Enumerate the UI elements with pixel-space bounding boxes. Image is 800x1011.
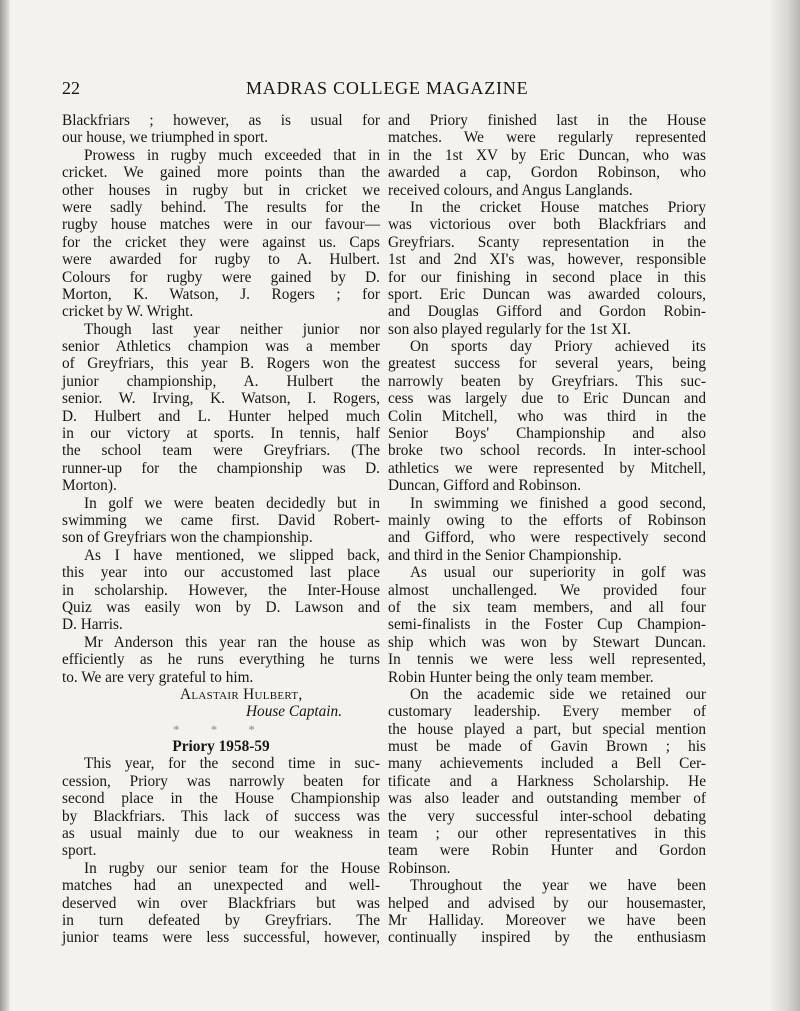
text-line: Greyfriars. Scanty representation in the [388, 233, 706, 251]
text-line: our house, we triumphed in sport. [62, 129, 269, 147]
text-line: second place in the House Championship [62, 790, 380, 808]
page-header [62, 78, 712, 102]
page-edge-shadow [0, 0, 10, 1011]
text-line: continually inspired by the enthusiasm [388, 929, 706, 947]
text-line: matches had an unexpected and well- [62, 877, 380, 895]
page-number: 22 [62, 78, 80, 98]
magazine-title: MADRAS COLLEGE MAGAZINE [246, 78, 529, 98]
right-text-column [388, 112, 706, 947]
text-line: narrowly beaten by Greyfriars. This suc- [388, 372, 706, 390]
text-line: the very successful inter-school debating [388, 807, 706, 825]
text-line: Mr Halliday. Moreover we have been [388, 911, 706, 929]
text-line: Robinson. [388, 859, 451, 877]
text-line: runner-up for the championship was D. [62, 459, 380, 477]
text-line: Prowess in rugby much exceeded that in [84, 146, 380, 164]
text-line: son also played regularly for the 1st XI. [388, 320, 631, 338]
signature-name: Alastair Hulbert, [180, 685, 303, 703]
text-line: son of Greyfriars won the championship. [62, 529, 313, 547]
text-line: In the cricket House matches Priory [410, 198, 706, 216]
text-line: were awarded for rugby to A. Hulbert. [62, 251, 380, 269]
text-line: greatest success for several years, being [388, 355, 706, 373]
text-line: team were Robin Hunter and Gordon [388, 842, 706, 860]
text-line: On sports day Priory achieved its [410, 338, 706, 356]
section-heading: Priory 1958-59 [172, 738, 270, 756]
text-line: In tennis we were less well represented, [388, 651, 706, 669]
text-line: to. We are very grateful to him. [62, 668, 254, 686]
text-line: In swimming we finished a good second, [410, 494, 706, 512]
text-line: swimming we came first. David Robert- [62, 511, 380, 529]
text-line: matches. We were regularly represented [388, 129, 706, 147]
text-line: D. Hulbert and L. Hunter helped much [62, 407, 380, 425]
text-line: cricket by W. Wright. [62, 303, 194, 321]
text-line: Duncan, Gifford and Robinson. [388, 477, 582, 495]
text-line: the school team were Greyfriars. (The [62, 442, 380, 460]
text-line: D. Harris. [62, 616, 123, 634]
text-line: senior Athletics champion was a member [62, 338, 380, 356]
text-line: by Blackfriars. This lack of success was [62, 807, 380, 825]
text-line: 1st and 2nd XI's was, however, responsible [388, 251, 706, 269]
text-line: Senior Boys' Championship and also [388, 425, 706, 443]
text-line: many achievements included a Bell Cer- [388, 755, 706, 773]
text-line: Colin Mitchell, who was third in the [388, 407, 706, 425]
text-line: deserved win over Blackfriars but was [62, 894, 380, 912]
text-line: This year, for the second time in suc- [84, 755, 380, 773]
text-line: cricket. We gained more points than the [62, 164, 380, 182]
page-gutter-shadow [768, 0, 800, 1011]
text-line: team ; our other representatives in this [388, 825, 706, 843]
text-line: were sadly behind. The results for the [62, 198, 380, 216]
text-line: in the 1st XV by Eric Duncan, who was [388, 146, 706, 164]
text-line: received colours, and Angus Langlands. [388, 181, 633, 199]
text-line: Mr Anderson this year ran the house as [84, 633, 380, 651]
text-line: and Gifford, who were respectively second [388, 529, 706, 547]
text-line: Robin Hunter being the only team member. [388, 668, 654, 686]
text-line: Morton). [62, 477, 117, 495]
text-line: mainly owing to the efforts of Robinson [388, 511, 706, 529]
text-line: the house played a part, but special mention [388, 720, 706, 738]
text-line: of the six team members, and all four [388, 598, 706, 616]
text-line: for our finishing in second place in this [388, 268, 706, 286]
text-line: Quiz was easily won by D. Lawson and [62, 598, 380, 616]
text-line: In golf we were beaten decidedly but in [84, 494, 380, 512]
text-line: and Priory finished last in the House [388, 112, 706, 129]
text-line: helped and advised by our housemaster, [388, 894, 706, 912]
text-line: and third in the Senior Championship. [388, 546, 622, 564]
text-line: and Douglas Gifford and Gordon Robin- [388, 303, 706, 321]
signature-role: House Captain. [246, 703, 343, 721]
text-line: junior championship, A. Hulbert the [62, 372, 380, 390]
text-line: cession, Priory was narrowly beaten for [62, 772, 380, 790]
section-divider: * * * [173, 721, 269, 737]
text-line: tificate and a Harkness Scholarship. He [388, 772, 706, 790]
text-line: for the cricket they were against us. Caps [62, 233, 380, 251]
text-line: Though last year neither junior nor [84, 320, 380, 338]
text-line: of Greyfriars, this year B. Rogers won the [62, 355, 380, 373]
text-line: senior. W. Irving, K. Watson, I. Rogers, [62, 390, 380, 408]
text-line: broke two school records. In inter-school [388, 442, 706, 460]
text-line: awarded a cap, Gordon Robinson, who [388, 164, 706, 182]
text-line: ship which was won by Stewart Duncan. [388, 633, 706, 651]
text-line: other houses in rugby but in cricket we [62, 181, 380, 199]
text-line: On the academic side we retained our [410, 685, 706, 703]
text-line: almost unchallenged. We provided four [388, 581, 706, 599]
text-line: sport. [62, 842, 97, 860]
text-line: junior teams were less successful, however, [62, 929, 380, 947]
text-line: this year into our accustomed last place [62, 564, 380, 582]
text-line: in turn defeated by Greyfriars. The [62, 911, 380, 929]
text-line: Morton, K. Watson, J. Rogers ; for [62, 285, 380, 303]
text-line: Blackfriars ; however, as is usual for [62, 112, 380, 129]
text-line: was also leader and outstanding member of [388, 790, 706, 808]
text-line: customary leadership. Every member of [388, 703, 706, 721]
text-line: sport. Eric Duncan was awarded colours, [388, 285, 706, 303]
text-line: Throughout the year we have been [410, 877, 706, 895]
text-line: In rugby our senior team for the House [84, 859, 380, 877]
text-line: in scholarship. However, the Inter-House [62, 581, 380, 599]
text-line: must be made of Gavin Brown ; his [388, 738, 706, 756]
text-line: as usual mainly due to our weakness in [62, 825, 380, 843]
left-text-column [62, 112, 380, 947]
text-line: semi-finalists in the Foster Cup Champion- [388, 616, 706, 634]
text-line: As I have mentioned, we slipped back, [84, 546, 380, 564]
text-line: rugby house matches were in our favour— [62, 216, 380, 234]
text-line: As usual our superiority in golf was [410, 564, 706, 582]
text-line: cess was largely due to Eric Duncan and [388, 390, 706, 408]
text-line: athletics we were represented by Mitchell, [388, 459, 706, 477]
text-line: Colours for rugby were gained by D. [62, 268, 380, 286]
text-line: was victorious over both Blackfriars and [388, 216, 706, 234]
text-line: efficiently as he runs everything he turns [62, 651, 380, 669]
text-line: in our victory at sports. In tennis, half [62, 425, 380, 443]
